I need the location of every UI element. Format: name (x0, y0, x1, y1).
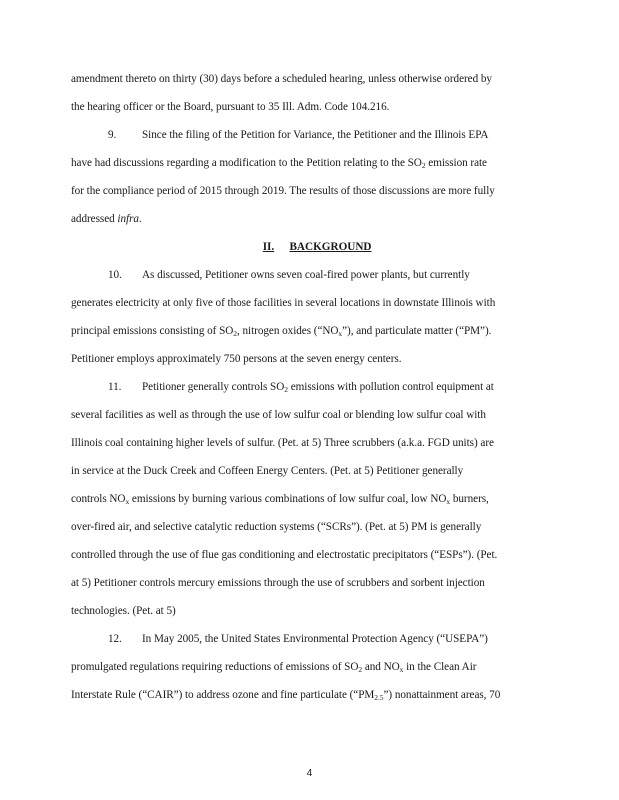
paragraph-number: 12. (108, 633, 122, 645)
subscript: x (446, 497, 451, 506)
line-text: controls NO (71, 493, 126, 505)
line-text: promulgated regulations requiring reductions of emissions of SO (71, 661, 359, 673)
paragraph-number: 9. (108, 129, 117, 141)
line-text: addressed (71, 213, 118, 225)
subscript: 2.5 (374, 693, 384, 702)
line-text: in service at the Duck Creek and Coffeen Energy Centers. (Pet. at 5) Petitioner generally (71, 465, 464, 477)
italic-text: infra (117, 213, 139, 225)
line-text: over-fired air, and selective catalytic reduction systems (“SCRs”). (Pet. at 5) PM is generally (71, 521, 482, 533)
paragraph-10-line (108, 268, 470, 282)
text-line (71, 100, 389, 114)
line-text: controlled through the use of flue gas conditioning and electrostatic precipitators (“ESPs”). (Pet. (71, 549, 498, 561)
subscript: 2 (284, 385, 288, 394)
line-text: for the compliance period of 2015 through 2019. The results of those discussions are more fully (71, 185, 495, 197)
paragraph-11-line (71, 436, 494, 450)
paragraph-10-line (71, 296, 495, 310)
line-text: ”), and particulate matter (“PM”). (342, 325, 492, 337)
line-text: emission rate (425, 157, 487, 169)
paragraph-11-line (71, 576, 485, 590)
line-text: As discussed, Petitioner owns seven coal-fired power plants, but currently (142, 269, 470, 281)
line-text: Petitioner generally controls SO (142, 381, 285, 393)
subscript: x (125, 497, 130, 506)
paragraph-11-line (71, 548, 497, 562)
line-text: at 5) Petitioner controls mercury emissions through the use of scrubbers and sorbent injection (71, 577, 485, 589)
line-text: have had discussions regarding a modification to the Petition relating to the SO (71, 157, 422, 169)
paragraph-10-line (71, 352, 401, 366)
paragraph-9-line (71, 184, 495, 198)
paragraph-11-line (71, 492, 489, 506)
paragraph-9-line (71, 212, 142, 226)
line-text: and NO (362, 661, 400, 673)
paragraph-number: 11. (108, 381, 122, 393)
subscript: 2 (233, 329, 237, 338)
line-text: emissions with pollution control equipment at (287, 381, 494, 393)
line-text: Since the filing of the Petition for Variance, the Petitioner and the Illinois EPA (142, 129, 489, 141)
paragraph-12-line (71, 660, 476, 674)
section-title: BACKGROUND (289, 241, 372, 253)
line-text: Interstate Rule (“CAIR”) to address ozone and fine particulate (“PM (71, 689, 375, 701)
line-text: . (138, 213, 142, 225)
subscript: x (338, 329, 343, 338)
line-text: emissions by burning various combinations of low sulfur coal, low NO (129, 493, 447, 505)
line-text: Illinois coal containing higher levels of sulfur. (Pet. at 5) Three scrubbers (a.k.a. FGD units) are (71, 437, 494, 449)
subscript: 2 (421, 161, 426, 170)
line-text: in the Clean Air (403, 661, 477, 673)
line-text: generates electricity at only five of those facilities in several locations in downstate Illinois with (71, 297, 496, 309)
line-text: technologies. (Pet. at 5) (71, 605, 176, 617)
paragraph-9-line (108, 128, 488, 142)
paragraph-11-line (71, 408, 486, 422)
line-text: Petitioner employs approximately 750 persons at the seven energy centers. (71, 353, 402, 365)
line-text: ”) nonattainment areas, 70 (383, 689, 501, 701)
paragraph-9-line (71, 156, 487, 170)
line-text: principal emissions consisting of SO (71, 325, 234, 337)
subscript: 2 (358, 665, 363, 674)
paragraph-11-line (71, 604, 176, 618)
paragraph-12-line (108, 632, 488, 646)
paragraph-11-line (71, 464, 463, 478)
paragraph-number: 10. (108, 269, 122, 281)
section-heading (0, 240, 619, 254)
page-number: 4 (306, 768, 313, 779)
line-text: amendment thereto on thirty (30) days before a scheduled hearing, unless otherwise ordered by (71, 73, 492, 85)
paragraph-10-line (71, 324, 491, 338)
line-text: burners, (450, 493, 489, 505)
subscript: x (399, 665, 404, 674)
line-text: the hearing officer or the Board, pursuant to 35 Ill. Adm. Code 104.216. (71, 101, 390, 113)
line-text: In May 2005, the United States Environmental Protection Agency (“USEPA”) (142, 633, 488, 645)
paragraph-11-line (71, 520, 481, 534)
paragraph-12-line (71, 688, 500, 702)
section-number: II. (262, 241, 275, 253)
text-line (71, 72, 492, 86)
line-text: , nitrogen oxides (“NO (236, 325, 339, 337)
paragraph-11-line (108, 380, 494, 394)
line-text: several facilities as well as through the use of low sulfur coal or blending low sulfur coal with (71, 409, 486, 421)
